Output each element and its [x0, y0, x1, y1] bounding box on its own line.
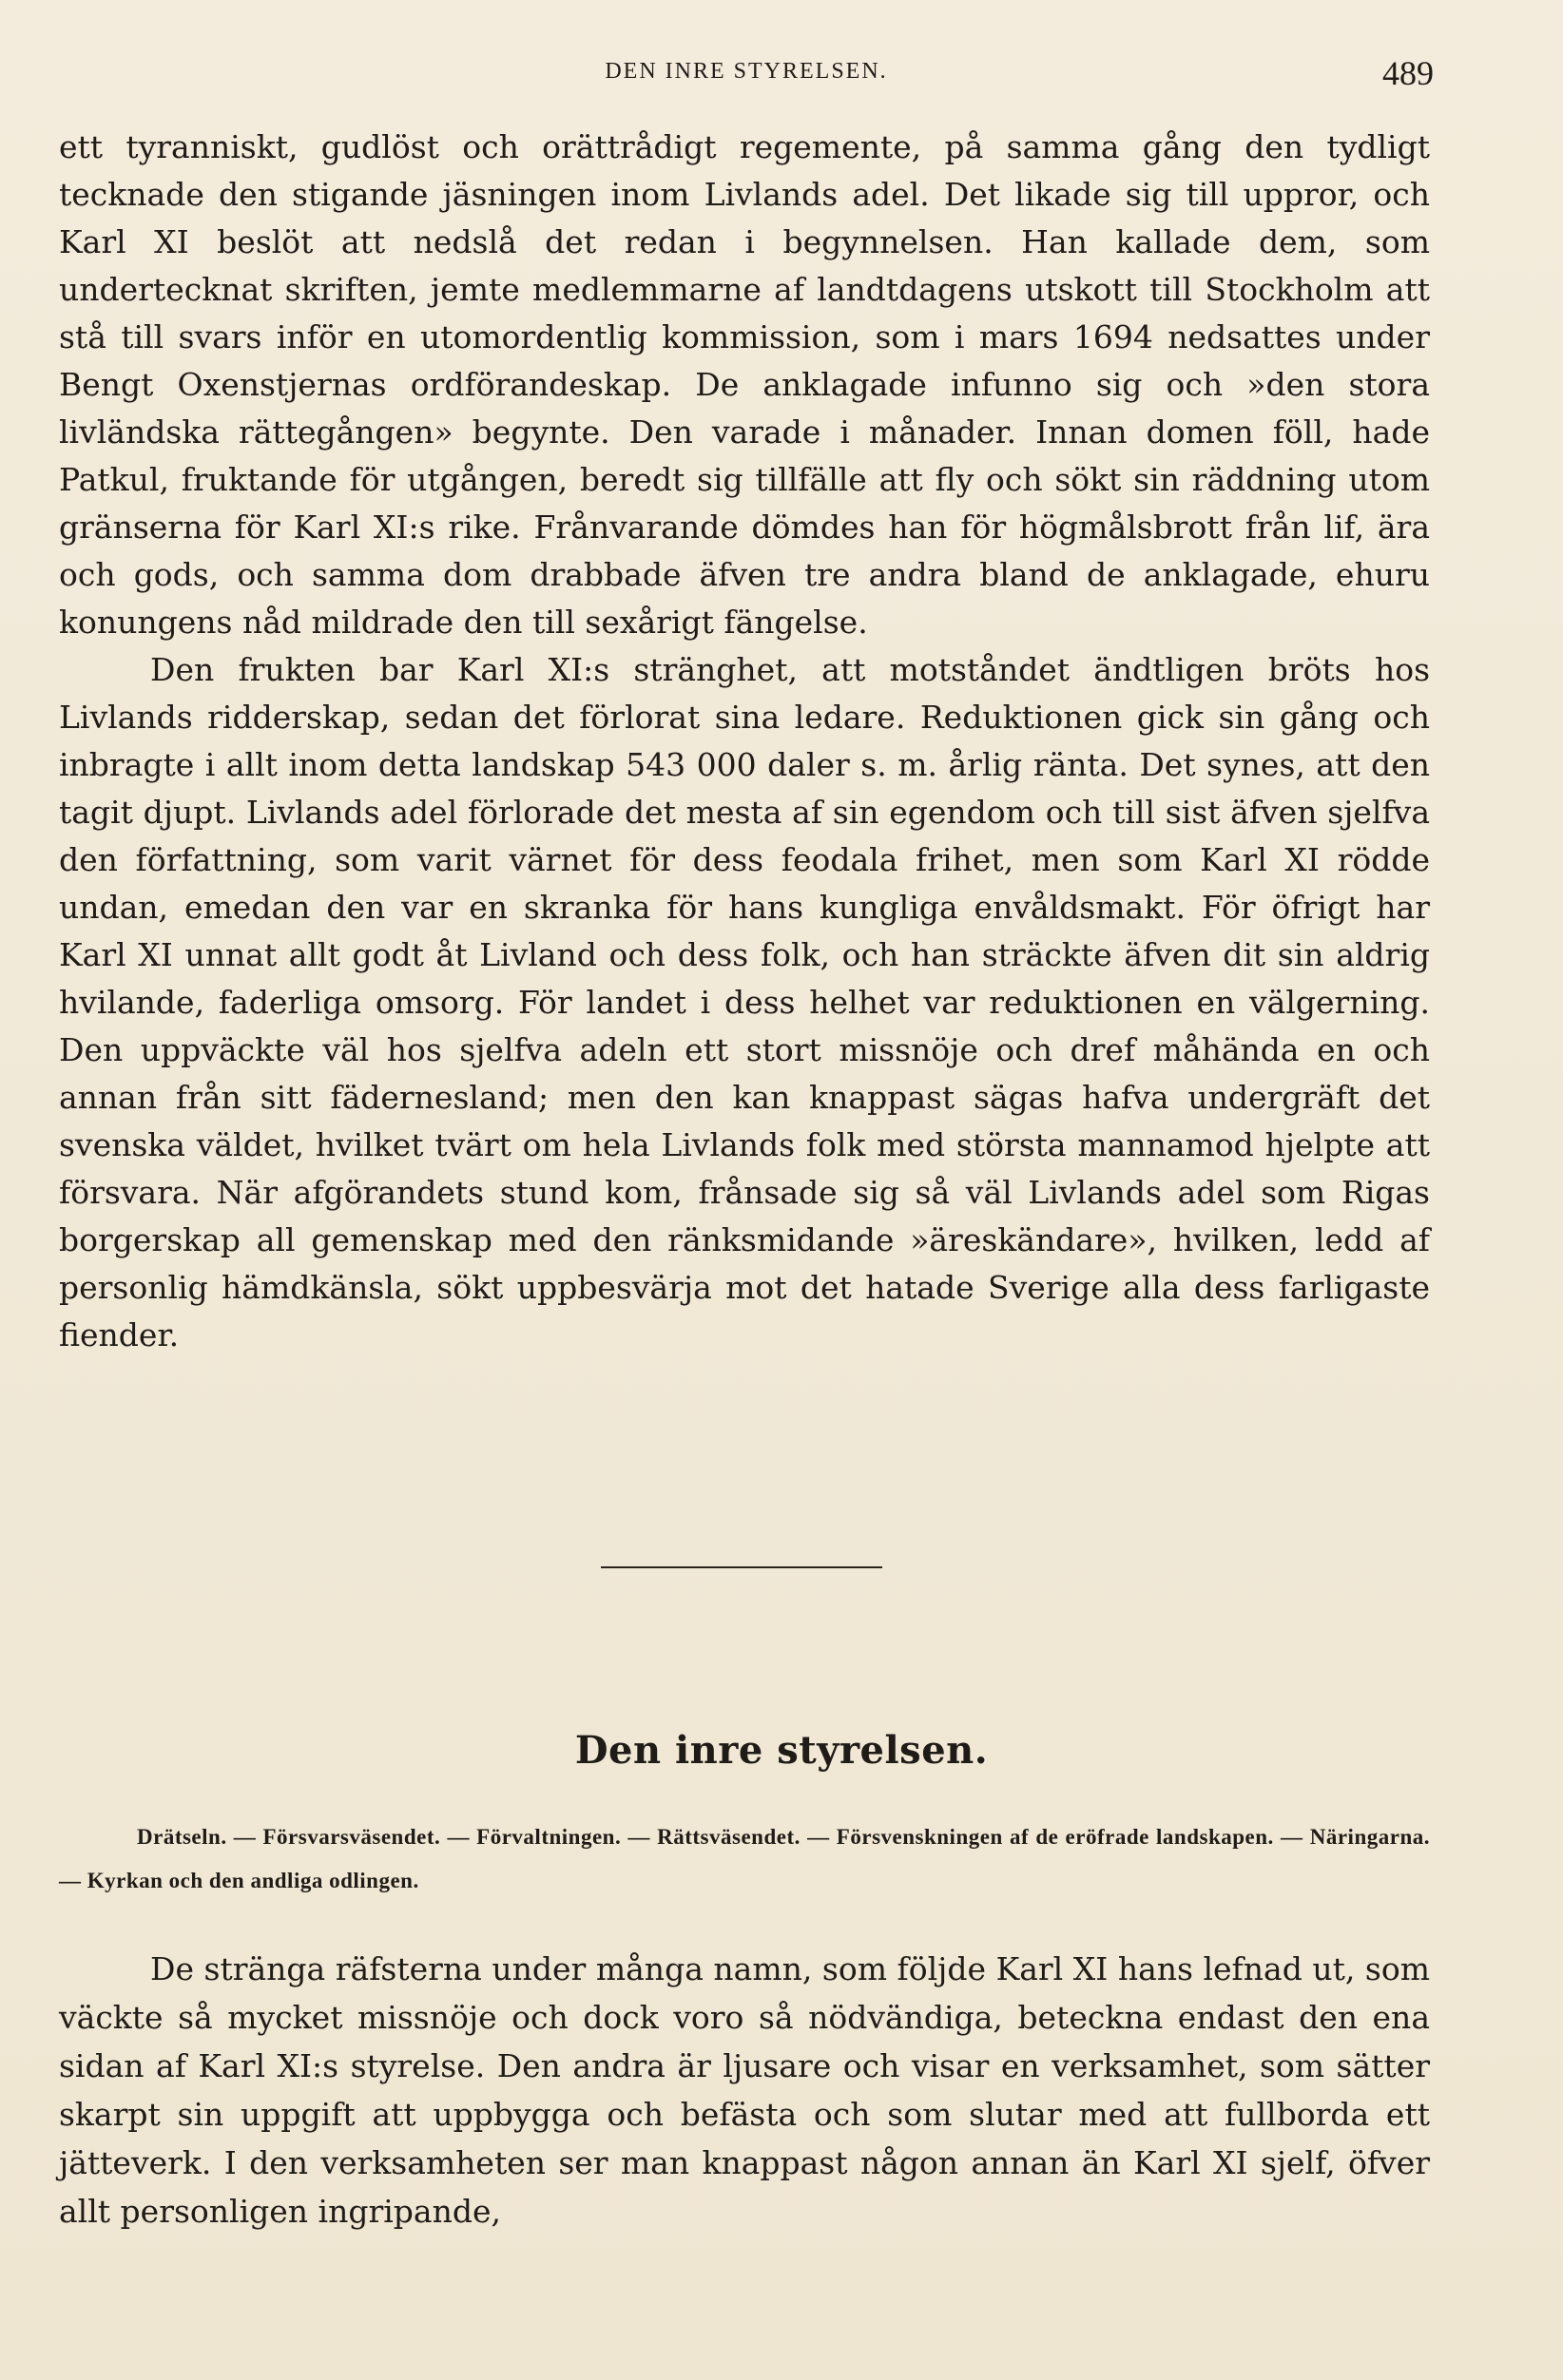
paragraph: De stränga räfsterna under många namn, som följde Karl XI hans lefnad ut, som väckte så mycket missnöje och dock voro så nödvändiga, beteckna endast den ena sidan af Karl XI:s styrelse. Den andra är ljusare och visar en verksamhet, som sätter skarpt sin uppgift att uppbygga och befästa och som slutar med att fullborda ett jätteverk. I den verksamheten ser man knappast någon annan än Karl XI sjelf, öfver allt personligen ingripande, [59, 1950, 1430, 2230]
page-number: 489 [1382, 54, 1434, 92]
running-head [59, 53, 1434, 101]
running-title: DEN INRE STYRELSEN. [605, 59, 888, 84]
main-text [59, 124, 1430, 1359]
section-text [59, 1945, 1430, 2236]
section-title: Den inre styrelsen. [574, 1728, 989, 1773]
section-divider [601, 1566, 882, 1568]
paragraph: ett tyranniskt, gudlöst och orättrådigt regemente, på samma gång den tydligt tecknade den stigande jäsningen inom Livlands adel. Det likade sig till uppror, och Karl XI beslöt att nedslå det redan i begynnelsen. Han kallade dem, som undertecknat skriften, jemte medlemmarne af landtdagens utskott till Stockholm att stå till svars inför en utomordentlig kommission, som i mars 1694 nedsattes under Bengt Oxenstjernas ordförandeskap. De anklagade infunno sig och »den stora livländska rättegången» begynte. Den varade i månader. Innan domen föll, hade Patkul, fruktande för utgången, beredt sig tillfälle att fly och sökt sin räddning utom gränserna för Karl XI:s rike. Frånvarande dömdes han för högmålsbrott från lif, ära och gods, och samma dom drabbade äfven tre andra bland de anklagade, ehuru konungens nåd mildrade den till sexårigt fängelse. [59, 128, 1430, 641]
section-summary: Drätseln. — Försvarsväsendet. — Förvaltningen. — Rättsväsendet. — Försvenskningen af de eröfrade landskapen. — Näringarna. — Kyrkan och den andliga odlingen. [59, 1825, 1430, 1892]
paragraph: Den frukten bar Karl XI:s stränghet, att motståndet ändtligen bröts hos Livlands ridderskap, sedan det förlorat sina ledare. Reduktionen gick sin gång och inbragte i allt inom detta landskap 543 000 daler s. m. årlig ränta. Det synes, att den tagit djupt. Livlands adel förlorade det mesta af sin egendom och till sist äfven sjelfva den författning, som varit värnet för dess feodala frihet, men som Karl XI rödde undan, emedan den var en skranka för hans kungliga envåldsmakt. För öfrigt har Karl XI unnat allt godt åt Livland och dess folk, och han sträckte äfven dit sin aldrig hvilande, faderliga omsorg. För landet i dess helhet var reduktionen en välgerning. Den uppväckte väl hos sjelfva adeln ett stort missnöje och dref måhända en och annan från sitt fädernesland; men den kan knappast sägas hafva undergräft det svenska väldet, hvilket tvärt om hela Livlands folk med största mannamod hjelpte att försvara. När afgörandets stund kom, frånsade sig så väl Livlands adel som Rigas borgerskap all gemenskap med den ränksmidande »äreskändare», hvilken, ledd af personlig hämdkänsla, sökt uppbesvärja mot det hatade Sverige alla dess farligaste fiender. [59, 651, 1430, 1353]
